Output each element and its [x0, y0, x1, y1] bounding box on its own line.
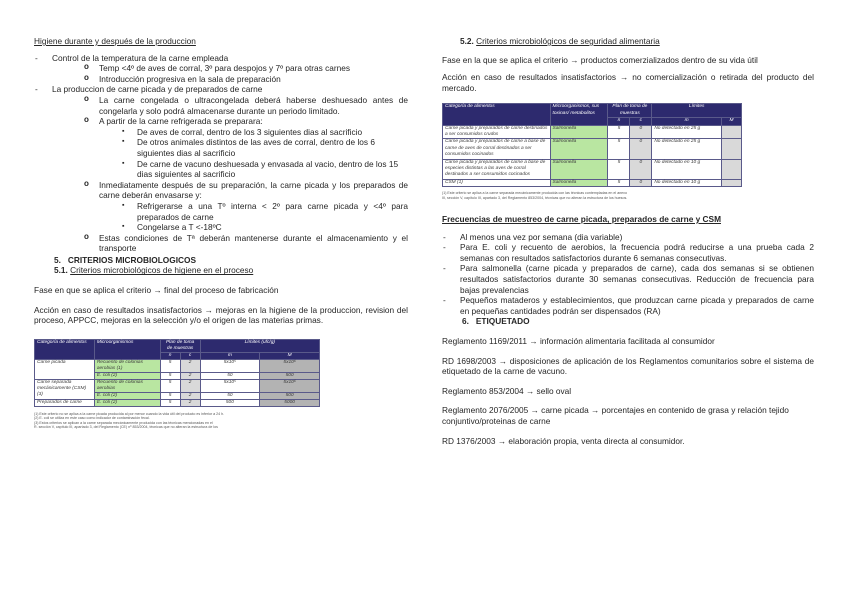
section-5-heading: 5. CRITERIOS MICROBIOLOGICOS	[54, 254, 196, 265]
safety-criteria-table: Categoría de alimentos Microorganismos, sus toxinas/ metabolitos Plan de toma de muestras Límites n c m M Carne picada y preparados de carne destinados a ser consumidos crudos Salmonella 5 0 No detectado en 25 g Carne picada y preparados de carne a base de carne de aves de corral destinados a ser consumidos cocinados Salmonella 5 0 No detectado en 25 g Carne picada y preparados de carne a base de especies distintas a las aves de corral destinados a ser consumidos cocinados Salmonella 5 0 No detectado en 10 g CSM (1) Salmonella 5 0 No detectado en 10 g	[442, 103, 742, 187]
list-item: - Para salmonella (carne picada y preparados de carne), cada dos semanas si se obtienen resultados satisfactorios durante 30 semanas consecutivas. Reducción de frecuencia para bajas prevalencias	[442, 263, 814, 295]
list-item: ▪ Congelarse a T <-18ºC	[121, 222, 408, 233]
left-column	[34, 0, 408, 429]
table-header: Plan de toma de muestras	[160, 339, 200, 352]
table-header: Categoría de alimentos	[35, 339, 95, 359]
list-item: o A partir de la carne refrigerada se preparara: ▪ De aves de corral, dentro de los 3 siguientes dias al sacrificio ▪ De otros animales distintos de las aves de corral, dentro de los 6 siguientes dias al sacrificio ▪ De carne de vacuno deshuesada y envasada al vacio, dentro de los 15 dias siguientes al sacrificio	[84, 116, 408, 180]
list-item: ▪ De otros animales distintos de las aves de corral, dentro de los 6 siguientes dias al sacrificio	[121, 137, 408, 158]
safety-phase: Fase en la que se aplica el criterio → productos comerzializados dentro de su vida útil	[442, 54, 758, 65]
hygiene-list	[34, 53, 408, 254]
frequency-list	[442, 232, 814, 317]
hygiene-criteria-table: Categoría de alimentos Microorganismos Plan de toma de muestras Límites (ufc/g) n c m M Carne picada Recuento de colonias aerobias (1) 5 2 5x10⁵ 5x10⁶ E. coli (2) 5 2 50 500 Carne separada mecánicamente (CSM) (3) Recuento de colonias aerobias 5 2 5x10⁵ 5x10⁶ E. coli (2) 5 2 50 500 Preparados de carne E. coli (2) 5 2 500 5000	[34, 339, 320, 407]
table-header: Plan de toma de muestras	[608, 104, 652, 118]
list-item: ▪ De carne de vacuno deshuesada y envasada al vacio, dentro de los 15 dias siguientes al sacrificio	[121, 159, 408, 180]
table-footnotes: (1) Este criterio se aplica a la carne separada mecánicamente producida con las técnicas contempladas en el anexo III, sección V, capítulo III, apartado 3, del Reglamento 853/2004, técnicas que no alteran la estructura de los huesos.	[442, 191, 628, 200]
list-item: o Temp <4º de aves de corral, 3º para despojos y 7º para otras carnes	[84, 63, 408, 74]
list-item: o La carne congelada o ultracongelada deberá haberse deshuesado antes de congelarla y solo podrá almacenarse durante un periodo limitado.	[84, 95, 408, 116]
table-row: Preparados de carne E. coli (2) 5 2 500 5000	[35, 399, 320, 406]
criteria-action: Acción en caso de resultados insatisfactorios → mejoras en la higiene de la produccion, revision del proceso, APPCC, mejoras en la selección y/o el origen de las materias primas.	[34, 304, 408, 326]
list-item: o Introducción progresiva en la sala de preparación	[84, 74, 408, 85]
list-item: ▪ Refrigerarse a una Tº interna < 2º para carne picada y <4º para preparados de carne	[121, 201, 408, 222]
list-item: - Control de la temperatura de la carne empleada o Temp <4º de aves de corral, 3º para despojos y 7º para otras carnes o Introducción progresiva en la sala de preparación	[34, 53, 408, 85]
table-header: Microorganismos	[94, 339, 160, 359]
table-row: Carne picada y preparados de carne a base de carne de aves de corral destinados a ser consumidos cocinados Salmonella 5 0 No detectado en 25 g	[443, 139, 742, 159]
table-header: Categoría de alimentos	[443, 104, 551, 125]
table-row: Carne separada mecánicamente (CSM) (3) Recuento de colonias aerobias 5 2 5x10⁵ 5x10⁶	[35, 379, 320, 392]
table-row: CSM (1) Salmonella 5 0 No detectado en 10 g	[443, 179, 742, 186]
section-6-heading: 6. ETIQUETADO	[462, 316, 530, 327]
right-column	[442, 0, 814, 446]
table-header: Límites	[652, 104, 742, 118]
list-item: - La produccion de carne picada y de preparados de carne o La carne congelada o ultracongelada deberá haberse deshuesado antes de congelarla y solo podrá almacenarse durante un periodo limitado. o A partir de la carne refrigerada se preparara: ▪ De aves de corral, dentro de los 3 siguientes dias al sacrificio ▪ De otros animales distintos de las aves de corral, dentro de los 6 siguientes dias al sacrificio ▪ De carne de vacuno deshuesada y envasada al vacio, dentro de los 15 dias siguientes al sacrificio o Inmediatamente después de su preparación, la carne picada y los preparados de carne deberán envasarse y: ▪ Refrigerarse a una Tº interna < 2º para carne picada y <4º para preparados de carne ▪ Congelarse a T <-18ºC o Estas condiciones de Tª deberán mantenerse durante el almacenamiento y el transporte	[34, 84, 408, 254]
regulation-item: RD 1376/2003 → elaboración propia, venta directa al consumidor.	[442, 435, 685, 446]
list-item: o Inmediatamente después de su preparación, la carne picada y los preparados de carne deberán envasarse y: ▪ Refrigerarse a una Tº interna < 2º para carne picada y <4º para preparados de carne ▪ Congelarse a T <-18ºC	[84, 180, 408, 233]
safety-action: Acción en caso de resultados insatisfactorios → no comercialización o retirada del producto del mercado.	[442, 72, 814, 93]
list-item: ▪ De aves de corral, dentro de los 3 siguientes dias al sacrificio	[121, 127, 408, 138]
table-row: Carne picada y preparados de carne destinados a ser consumidos crudos Salmonella 5 0 No detectado en 25 g	[443, 125, 742, 139]
table-header: Microorganismos, sus toxinas/ metabolitos	[550, 104, 608, 125]
regulation-item: RD 1698/2003 → disposiciones de aplicación de los Reglamentos comunitarios sobre el sistema de etiquetado de la carne de vacuno.	[442, 355, 814, 377]
regulation-item: Reglamento 1169/2011 → información alimentaria facilitada al consumidor	[442, 336, 715, 346]
table-row: E. coli (2) 5 2 50 500	[35, 372, 320, 379]
frequency-heading: Frecuencias de muestreo de carne picada, preparados de carne y CSM	[442, 214, 721, 225]
table-footnotes: (1) Este criterio no se aplica a la carne picada producida al por menor cuando la vida útil del producto es inferior a 24 h. (2) E. coli se utiliza en este caso como indicador de contaminación fecal. (3) Estos criterios se aplican a la carne separada mecánicamente producida con las técnicas mencionadas en el R. sección V, capítulo III, apartado 3, del Reglamento (CE) nº 853/2004, técnicas que no alteran la estructura de los	[34, 411, 225, 430]
table-row: E. coli (2) 5 2 50 500	[35, 392, 320, 399]
section-5-1-heading: 5.1. Criterios microbiológicos de higiene en el proceso	[54, 265, 254, 276]
list-item: - Al menos una vez por semana (dia variable)	[442, 232, 814, 243]
list-item: - Para E. coli y recuento de aerobios, la frecuencia podrá reducirse a una prueba cada 2 semanas con resultados satisfactorios durante 6 semanas consecutivas.	[442, 242, 814, 263]
hygiene-heading: Higiene durante y después de la produccion	[34, 36, 196, 46]
table-row: Carne picada Recuento de colonias aerobias (1) 5 2 5x10⁵ 5x10⁶	[35, 359, 320, 372]
criteria-phase: Fase en que se aplica el criterio → final del proceso de fabricación	[34, 285, 279, 296]
list-item: o Estas condiciones de Tª deberán mantenerse durante el almacenamiento y el transporte	[84, 233, 408, 254]
regulation-item: Reglamento 2076/2005 → carne picada → porcentajes en contenido de grasa y relación tejido conjuntivo/proteinas de carne	[442, 405, 789, 426]
table-header: Límites (ufc/g)	[200, 339, 319, 352]
table-row: Carne picada y preparados de carne a base de especies distintas a las aves de corral destinados a ser consumidos cocinados Salmonella 5 0 No detectado en 10 g	[443, 159, 742, 179]
list-item: - Pequeños mataderos y establecimientos, que produzcan carne picada y preparados de carne en pequeñas cantidades podrán ser dispensados (RA)	[442, 295, 814, 316]
section-5-2-heading: 5.2. Criterios microbiológicos de seguridad alimentaria	[460, 36, 660, 46]
regulation-item: Reglamento 853/2004 → sello oval	[442, 385, 572, 396]
